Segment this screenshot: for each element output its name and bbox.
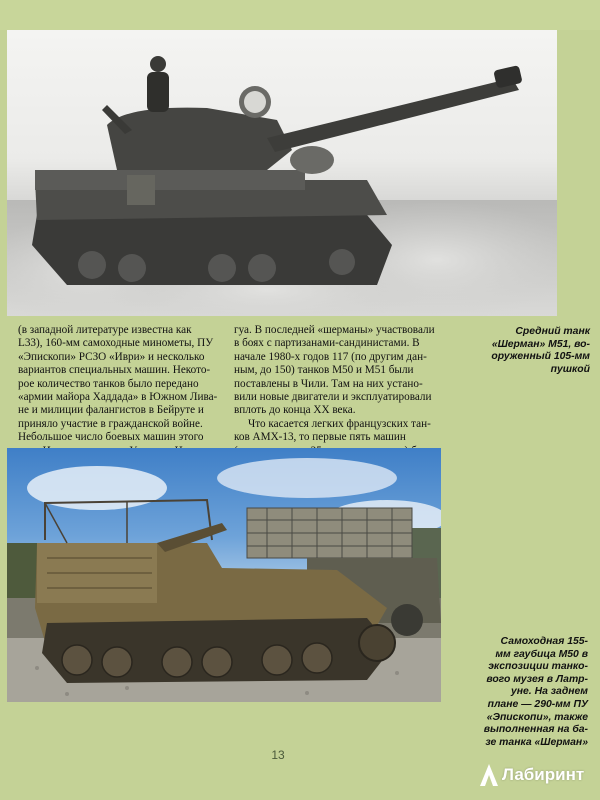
- col2-line: в боях с партизанами-сандинистами. В: [234, 337, 420, 350]
- col2-line: ным, до 150) танков М50 и М51 были: [234, 364, 414, 377]
- col1-line: «Эпископи» РСЗО «Иври» и несколько: [18, 350, 205, 363]
- caption-line: экспозиции танко-: [488, 661, 588, 673]
- col1-line: рое количество танков было передано: [18, 377, 199, 390]
- caption-m50-howitzer: [446, 636, 588, 749]
- tank-illustration: [7, 30, 557, 316]
- photo-sherman-m51: [7, 30, 557, 316]
- top-band: [0, 0, 600, 30]
- col1-line: вариантов специальных машин. Некото-: [18, 364, 211, 377]
- col2-line: начале 1980-х годов 117 (по другим дан-: [234, 350, 427, 363]
- caption-line: плане — 290-мм ПУ: [487, 698, 588, 710]
- caption-line: «Эпископи», также: [486, 711, 588, 723]
- col2-line: вили новые двигатели и эксплуатировали: [234, 391, 432, 404]
- caption-line: Средний танк: [515, 326, 590, 337]
- col1-line: не и милиции фалангистов в Бейруте и: [18, 404, 204, 417]
- howitzer-illustration: [7, 448, 441, 702]
- col2-line: вплоть до конца XX века.: [234, 404, 356, 417]
- caption-line: вого музея в Латр-: [486, 673, 588, 685]
- col1-line: приняло участие в гражданской войне.: [18, 417, 203, 430]
- caption-sherman-m51: [448, 326, 590, 376]
- col2-line: Что касается легких французских тан-: [248, 417, 431, 430]
- page-number: 13: [271, 748, 285, 762]
- caption-line: выполненная на ба-: [483, 724, 588, 736]
- watermark-text: Лабиринт: [502, 765, 585, 784]
- caption-line: уне. На заднем: [510, 686, 588, 698]
- col1-line: L33), 160-мм самоходные минометы, ПУ: [18, 337, 214, 350]
- col2-line: гуа. В последней «шерманы» участвовали: [234, 324, 435, 336]
- col2-line: ков АМХ-13, то первые пять машин: [234, 431, 406, 444]
- caption-line: «Шерман» М51, во-: [491, 338, 590, 350]
- caption-line: пушкой: [550, 363, 590, 375]
- col1-line: (в западной литературе известна как: [18, 324, 192, 336]
- col1-line: «армии майора Хаддада» в Южном Лива-: [18, 391, 218, 404]
- text-column-1: [18, 324, 218, 458]
- col2-line: поставлены в Чили. Там на них устано-: [234, 377, 423, 390]
- col1-line: Небольшое число боевых машин этого: [18, 431, 204, 444]
- labirint-logo-icon: [478, 762, 500, 788]
- labirint-watermark: [478, 760, 584, 790]
- caption-line: Самоходная 155-: [500, 636, 588, 647]
- caption-line: оруженный 105-мм: [491, 351, 590, 363]
- photo-m50-howitzer: [7, 448, 441, 702]
- caption-line: мм гаубица М50 в: [495, 648, 588, 660]
- text-column-2: [234, 324, 438, 458]
- caption-line: зе танка «Шерман»: [485, 736, 588, 748]
